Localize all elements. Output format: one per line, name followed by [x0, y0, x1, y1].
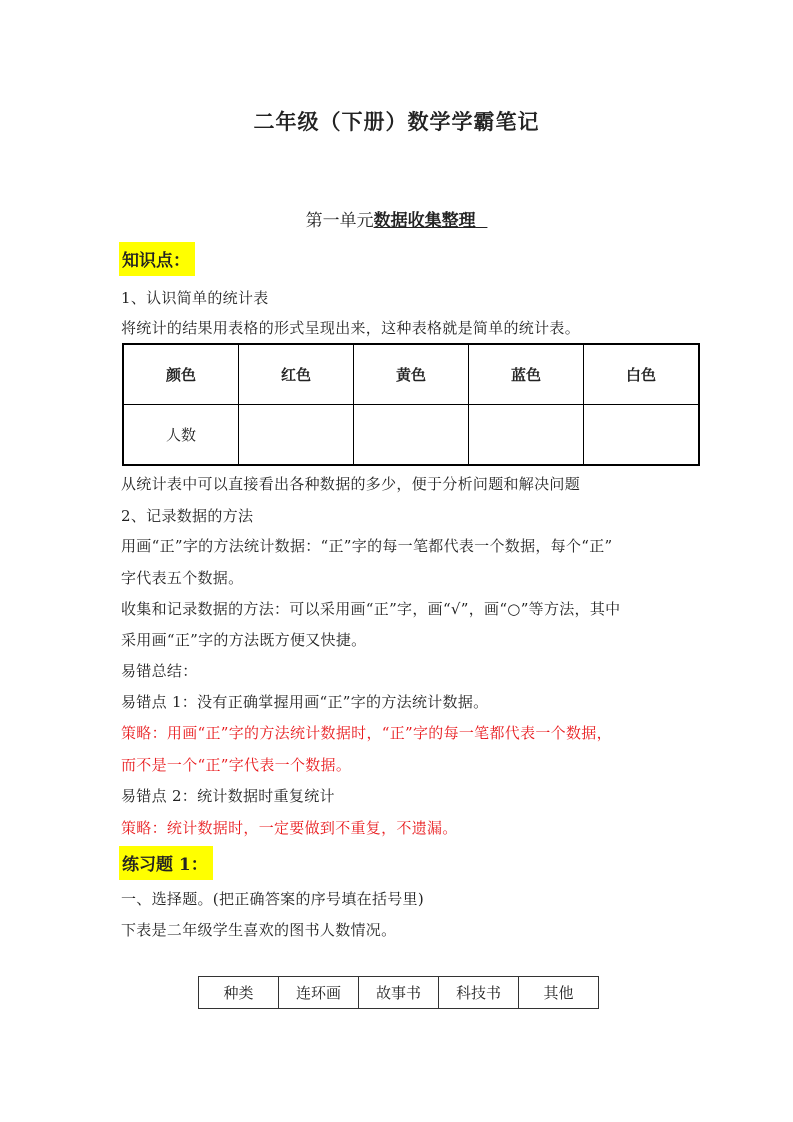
color-stat-table: [122, 343, 700, 466]
table-cell: 白色: [584, 344, 700, 405]
table-cell: 黄色: [354, 344, 469, 405]
table-cell: 蓝色: [469, 344, 584, 405]
table-cell: 种类: [199, 977, 279, 1009]
table-cell: [469, 405, 584, 466]
table-cell: [239, 405, 354, 466]
section-1-description: 将统计的结果用表格的形式呈现出来，这种表格就是简单的统计表。: [121, 319, 581, 337]
table-cell: [354, 405, 469, 466]
question-1: 一、选择题。(把正确答案的序号填在括号里): [121, 890, 425, 908]
paragraph-line: 收集和记录数据的方法：可以采用画“正”字，画“√”，画“○”等方法，其中: [121, 600, 621, 618]
section-2-heading: 2、记录数据的方法: [121, 507, 254, 525]
table-cell: [584, 405, 700, 466]
section-1-heading: 1、认识简单的统计表: [121, 289, 269, 307]
table-cell: 连环画: [279, 977, 359, 1009]
strategy-line: 策略：统计数据时，一定要做到不重复，不遗漏。: [121, 819, 458, 837]
table-cell: 人数: [123, 405, 239, 466]
question-1-description: 下表是二年级学生喜欢的图书人数情况。: [121, 921, 397, 939]
knowledge-heading: 知识点：: [119, 242, 195, 276]
table-row: [123, 344, 699, 405]
table-row: [199, 977, 599, 1009]
exercise-heading: 练习题 1：: [119, 846, 213, 880]
table-note: 从统计表中可以直接看出各种数据的多少，便于分析问题和解决问题: [121, 475, 581, 493]
unit-prefix: 第一单元: [305, 211, 374, 231]
strategy-line: 策略：用画“正”字的方法统计数据时，“正”字的每一笔都代表一个数据，: [121, 724, 612, 742]
paragraph-line: 用画“正”字的方法统计数据：“正”字的每一笔都代表一个数据，每个“正”: [121, 537, 613, 555]
table-cell: 其他: [519, 977, 599, 1009]
paragraph-line: 字代表五个数据。: [121, 569, 244, 587]
unit-topic: 数据收集整理: [373, 211, 476, 231]
unit-heading: [0, 206, 793, 231]
table-cell: 红色: [239, 344, 354, 405]
book-table: [198, 976, 599, 1009]
page-title: 二年级（下册）数学学霸笔记: [253, 109, 540, 134]
error-point-1: 易错点 1：没有正确掌握用画“正”字的方法统计数据。: [121, 693, 489, 711]
table-cell: 故事书: [359, 977, 439, 1009]
strategy-line: 而不是一个“正”字代表一个数据。: [121, 756, 352, 774]
error-summary-heading: 易错总结：: [121, 662, 198, 680]
paragraph-line: 采用画“正”字的方法既方便又快捷。: [121, 631, 367, 649]
table-row: [123, 405, 699, 466]
error-point-2: 易错点 2：统计数据时重复统计: [121, 787, 335, 805]
table-cell: 颜色: [123, 344, 239, 405]
table-cell: 科技书: [439, 977, 519, 1009]
